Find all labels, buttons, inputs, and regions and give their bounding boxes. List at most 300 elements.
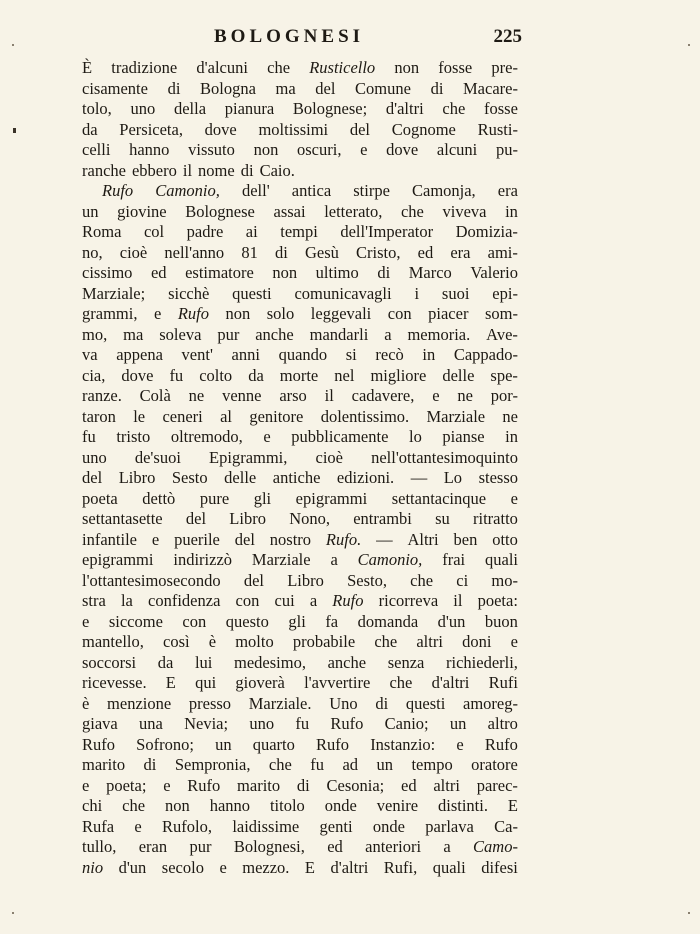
text-line <box>82 243 518 264</box>
word: che <box>442 99 466 118</box>
word: del <box>243 570 264 590</box>
word: entrambi <box>353 509 412 528</box>
word: con <box>182 611 207 631</box>
word: Comune <box>355 78 411 98</box>
word: Rufa <box>82 816 115 836</box>
word: Ca- <box>494 816 518 836</box>
word: lui <box>194 652 213 672</box>
word: ranche <box>82 160 126 180</box>
word: il <box>453 591 463 610</box>
word: genitore <box>249 406 304 426</box>
word: poeta: <box>477 591 518 610</box>
text-line <box>82 99 518 120</box>
word: celli <box>82 140 111 159</box>
word: delle <box>442 365 475 385</box>
word: poeta; <box>106 775 147 795</box>
word: E <box>165 673 176 692</box>
word: Canio; <box>384 714 429 733</box>
word: Rufo <box>82 734 115 754</box>
word: padre <box>186 222 224 241</box>
word: e <box>153 304 162 323</box>
word: Rusti- <box>477 119 518 139</box>
word: il <box>324 386 334 405</box>
text-line <box>82 79 518 100</box>
word: E <box>304 857 316 877</box>
word: nome <box>198 160 235 180</box>
word: secolo <box>161 857 204 877</box>
word: morte <box>279 365 319 385</box>
word: ed <box>327 837 343 856</box>
word: fu <box>295 714 310 733</box>
word: va <box>82 345 98 364</box>
word: Sofrono; <box>136 734 194 754</box>
word: tristo <box>116 427 151 446</box>
text-line <box>82 509 518 530</box>
word: Rufo <box>332 591 364 610</box>
word: stesso <box>478 468 518 487</box>
text-line <box>82 263 518 284</box>
word: da <box>248 365 264 385</box>
word: infantile <box>82 529 137 549</box>
word: Uno <box>329 693 358 713</box>
word: Marziale; <box>82 283 146 303</box>
word: epigrammi <box>82 550 154 569</box>
word: oratore <box>471 755 518 774</box>
word: Marziale. <box>248 693 312 713</box>
word: — <box>410 468 428 487</box>
word: non <box>225 304 251 323</box>
word: che <box>267 58 291 77</box>
word: di <box>296 775 310 795</box>
word: nostro <box>269 529 312 549</box>
word: solo <box>266 304 295 323</box>
word: una <box>139 714 163 733</box>
word: sicchè <box>168 283 210 303</box>
word: oscuri, <box>297 140 342 159</box>
text-line <box>82 325 518 346</box>
word: colto <box>199 365 233 385</box>
word: Marziale <box>426 406 486 426</box>
text-line <box>82 837 518 858</box>
word: è <box>208 632 217 651</box>
word: Colà <box>139 386 171 405</box>
word: settantasette <box>82 509 163 528</box>
word: della <box>173 99 207 118</box>
word: non <box>272 263 298 282</box>
word: a <box>443 837 451 856</box>
word: d'un <box>118 857 147 877</box>
word: pre- <box>491 58 518 77</box>
word: cissimo <box>82 263 133 282</box>
word: l'ottantesimosecondo <box>82 570 221 590</box>
word: parlava <box>425 816 474 836</box>
text-line <box>82 714 518 735</box>
word: Sesto, <box>347 570 387 590</box>
word: Rufi, <box>383 857 418 877</box>
text-line <box>82 550 518 571</box>
word: di <box>430 78 444 98</box>
word: dettò <box>142 488 176 508</box>
word: poeta <box>82 488 118 508</box>
word: quarto <box>252 734 295 754</box>
word: pubblicamente <box>291 427 389 446</box>
word: recò <box>375 345 404 364</box>
word: uno <box>82 447 107 467</box>
word: Cesonia; <box>326 775 385 795</box>
word: dell' <box>241 181 270 200</box>
word: di <box>274 242 288 262</box>
word: Caio. <box>259 160 295 180</box>
word: d'alcuni <box>196 58 248 77</box>
word: viveva <box>442 201 487 221</box>
text-line <box>82 161 518 182</box>
page-number: 225 <box>493 26 522 47</box>
word: cui <box>274 591 295 610</box>
word: tradizione <box>111 58 178 77</box>
word: e <box>263 427 271 446</box>
word: anteriori <box>365 837 422 856</box>
text-line <box>82 468 518 489</box>
word: Cognome <box>391 119 456 139</box>
word: a <box>330 550 338 569</box>
word: e <box>456 734 464 754</box>
word: cioè <box>119 242 148 262</box>
word: vissuto <box>188 140 235 159</box>
word: Rufo <box>316 734 350 754</box>
word: di <box>377 263 391 282</box>
word: titolo <box>269 796 305 815</box>
text-line <box>82 448 518 469</box>
word: e <box>163 775 171 795</box>
text-line <box>82 386 518 407</box>
word: d'altri <box>330 857 369 877</box>
word: d'altri <box>431 673 470 692</box>
word: un <box>376 755 393 774</box>
word: e <box>219 857 227 877</box>
word: mo, <box>82 324 108 344</box>
word: altro <box>487 714 518 733</box>
word: Nono, <box>289 509 330 528</box>
word: Libro <box>287 570 324 590</box>
word: ma <box>275 78 296 98</box>
word: suoi <box>441 283 470 303</box>
word: delle <box>224 468 257 487</box>
text-line <box>82 591 518 612</box>
word: del <box>349 119 371 139</box>
text-line <box>82 796 518 817</box>
word: confidenza <box>148 591 221 610</box>
text-line <box>82 407 518 428</box>
word: ultimo <box>315 263 359 282</box>
word: ricorreva <box>378 591 439 610</box>
word: non <box>394 58 420 77</box>
text-line <box>82 858 518 879</box>
word: antica <box>291 181 332 200</box>
margin-dot <box>12 44 14 46</box>
word: venire <box>376 796 419 815</box>
word: ne <box>457 386 473 405</box>
word: fu <box>169 365 184 385</box>
text-line <box>82 202 518 223</box>
word: altri <box>433 775 460 795</box>
word: cadavere, <box>351 386 415 405</box>
word: del <box>234 529 255 549</box>
page-header <box>214 22 522 52</box>
word: anni <box>231 345 260 364</box>
word: ai <box>245 222 258 241</box>
word: medesimo, <box>234 652 306 672</box>
word: mantello, <box>82 632 144 651</box>
word: lo <box>408 427 422 446</box>
word: no, <box>82 242 103 262</box>
word: ricevesse. <box>82 673 147 692</box>
word: por- <box>490 386 518 405</box>
word: con <box>235 591 260 610</box>
word: ami- <box>487 242 518 262</box>
word: antiche <box>272 468 321 487</box>
word: epigrammi <box>295 488 368 508</box>
word: ceneri <box>162 406 203 426</box>
word: stirpe <box>353 181 390 200</box>
word: con <box>387 304 412 323</box>
word: probabile <box>292 632 356 651</box>
word: grammi, <box>82 304 138 323</box>
word: tempo <box>411 755 453 774</box>
word: dove <box>386 140 419 159</box>
word: laidissime <box>232 816 300 836</box>
word: soccorsi <box>82 652 137 672</box>
word: questi <box>405 693 446 713</box>
word: doni <box>462 632 492 651</box>
word: pu- <box>495 140 518 159</box>
word: Bolognese; <box>292 99 368 118</box>
word: Nevia; <box>184 714 229 733</box>
text-line <box>82 366 518 387</box>
text-line <box>82 612 518 633</box>
word: migliore <box>370 365 427 385</box>
word: gioverà <box>235 673 285 692</box>
word: fosse <box>483 99 518 118</box>
word: Rufo <box>177 304 209 323</box>
word: ebbero <box>131 160 177 180</box>
word: vent' <box>181 345 213 364</box>
word: nell'ottantesimoquinto <box>371 447 518 467</box>
word: le <box>133 406 146 426</box>
word: giava <box>82 714 118 733</box>
word: quali <box>432 857 466 877</box>
running-title: BOLOGNESI <box>214 26 365 47</box>
word: ed <box>417 242 434 262</box>
word: siccome <box>108 611 163 631</box>
word: e <box>432 386 440 405</box>
word: venne <box>222 386 262 405</box>
word: Persiceta, <box>119 119 183 139</box>
text-line <box>82 776 518 797</box>
word: ci <box>456 570 469 590</box>
word: qui <box>195 673 217 692</box>
word: tullo, <box>82 837 117 856</box>
word: non <box>164 796 190 815</box>
word: fu <box>82 427 96 446</box>
word: Cappado- <box>453 345 518 364</box>
word: Marco <box>408 263 452 282</box>
word: di <box>375 693 389 713</box>
word: difesi <box>481 857 518 877</box>
word: leggevali <box>310 304 372 323</box>
word: in <box>422 345 436 364</box>
word: epi- <box>492 283 518 303</box>
word: estimatore <box>185 263 254 282</box>
word: Ave- <box>486 324 518 344</box>
text-line <box>82 530 518 551</box>
word: che <box>410 570 434 590</box>
word: Camo- <box>473 837 518 856</box>
word: pianse <box>442 427 485 446</box>
word: Rufo <box>484 734 518 754</box>
word: un <box>215 734 232 754</box>
word: distinti. <box>437 796 488 815</box>
word: mandarli <box>309 324 369 344</box>
word: chi <box>82 796 103 815</box>
word: pianura <box>224 99 275 118</box>
word: alcuni <box>436 140 478 159</box>
word: memoria. <box>407 324 471 344</box>
word: si <box>345 345 357 364</box>
word: da <box>82 119 98 139</box>
word: edizioni. <box>336 468 395 487</box>
word: così <box>163 632 190 651</box>
word: e <box>134 816 142 836</box>
word: buon <box>484 611 518 631</box>
word: tolo, <box>82 99 112 118</box>
word: E <box>507 796 518 815</box>
word: da <box>157 652 174 672</box>
word: del <box>185 509 207 528</box>
word: Rufolo, <box>162 816 212 836</box>
word: di <box>167 78 181 98</box>
word: Rufo <box>102 181 134 200</box>
word: Lo <box>443 468 463 487</box>
word: ed <box>401 775 417 795</box>
word: moltissimi <box>258 119 329 139</box>
word: questo <box>225 611 269 631</box>
word: Rufi <box>488 673 518 692</box>
word: fosse <box>438 58 473 77</box>
word: Camonja, <box>411 181 476 200</box>
word: richiederli, <box>446 652 518 672</box>
word: pure <box>199 488 230 508</box>
word: in <box>505 427 518 446</box>
word: È <box>82 58 93 77</box>
word: otto <box>492 529 518 549</box>
margin-dot <box>688 912 690 914</box>
text-line <box>82 673 518 694</box>
text-line <box>82 694 518 715</box>
text-line <box>82 653 518 674</box>
word: fa <box>325 611 339 631</box>
word: assai <box>273 201 306 221</box>
text-line <box>82 58 518 79</box>
word: oltremodo, <box>170 427 243 446</box>
word: Rufo <box>187 775 221 795</box>
word: molto <box>235 632 274 651</box>
word: mezzo. <box>242 857 290 877</box>
word: amoreg- <box>463 693 518 713</box>
margin-dot <box>12 912 14 914</box>
word: in <box>505 201 518 221</box>
word: che <box>122 796 146 815</box>
word: de'suoi <box>134 447 181 467</box>
word: e <box>151 529 160 549</box>
word: col <box>143 222 165 241</box>
word: domanda <box>357 611 419 631</box>
text-line <box>82 735 518 756</box>
text-line <box>82 489 518 510</box>
word: indirizzò <box>173 550 233 569</box>
word: soleva <box>159 324 202 344</box>
text-line <box>82 304 518 325</box>
word: Camonio, <box>155 181 220 200</box>
word: Camonio, <box>357 550 423 569</box>
word: menzione <box>107 693 172 713</box>
word: ben <box>453 529 478 549</box>
word: settantacinque <box>391 488 487 508</box>
word: il <box>182 160 193 180</box>
word: era <box>497 181 518 200</box>
word: questi <box>232 283 272 303</box>
word: cioè <box>315 447 343 467</box>
word: mo- <box>491 570 518 590</box>
margin-mark <box>13 128 16 133</box>
word: dove <box>121 365 154 385</box>
word: è <box>82 693 90 713</box>
word: Libro <box>118 468 156 487</box>
word: d'un <box>437 611 466 631</box>
word: Valerio <box>470 263 518 282</box>
word: Altri <box>407 529 439 549</box>
word: ranze. <box>82 386 122 405</box>
word: Macare- <box>463 78 518 98</box>
text-line <box>82 427 518 448</box>
word: non <box>253 140 279 159</box>
word: Epigrammi, <box>209 447 288 467</box>
word: Bolognese <box>185 201 255 221</box>
word: marito <box>237 775 281 795</box>
word: la <box>120 591 133 610</box>
word: frai <box>442 550 466 569</box>
word: del <box>82 468 103 487</box>
word: anche <box>327 652 367 672</box>
word: ma <box>123 324 144 344</box>
word: dove <box>204 119 237 139</box>
word: dolentissimo. <box>320 406 410 426</box>
word: altri <box>416 632 443 651</box>
text-line <box>82 345 518 366</box>
word: pur <box>189 837 212 856</box>
word: marito <box>82 755 126 774</box>
word: parec- <box>476 775 518 795</box>
word: taron <box>82 406 116 426</box>
word: Libro <box>229 509 266 528</box>
word: ad <box>342 755 359 774</box>
word: e <box>360 140 368 159</box>
word: Sempronia, <box>174 755 251 774</box>
word: a <box>384 324 392 344</box>
text-line <box>82 571 518 592</box>
word: Gesù <box>304 242 339 262</box>
word: spe- <box>490 365 518 385</box>
word: stra <box>82 591 106 610</box>
